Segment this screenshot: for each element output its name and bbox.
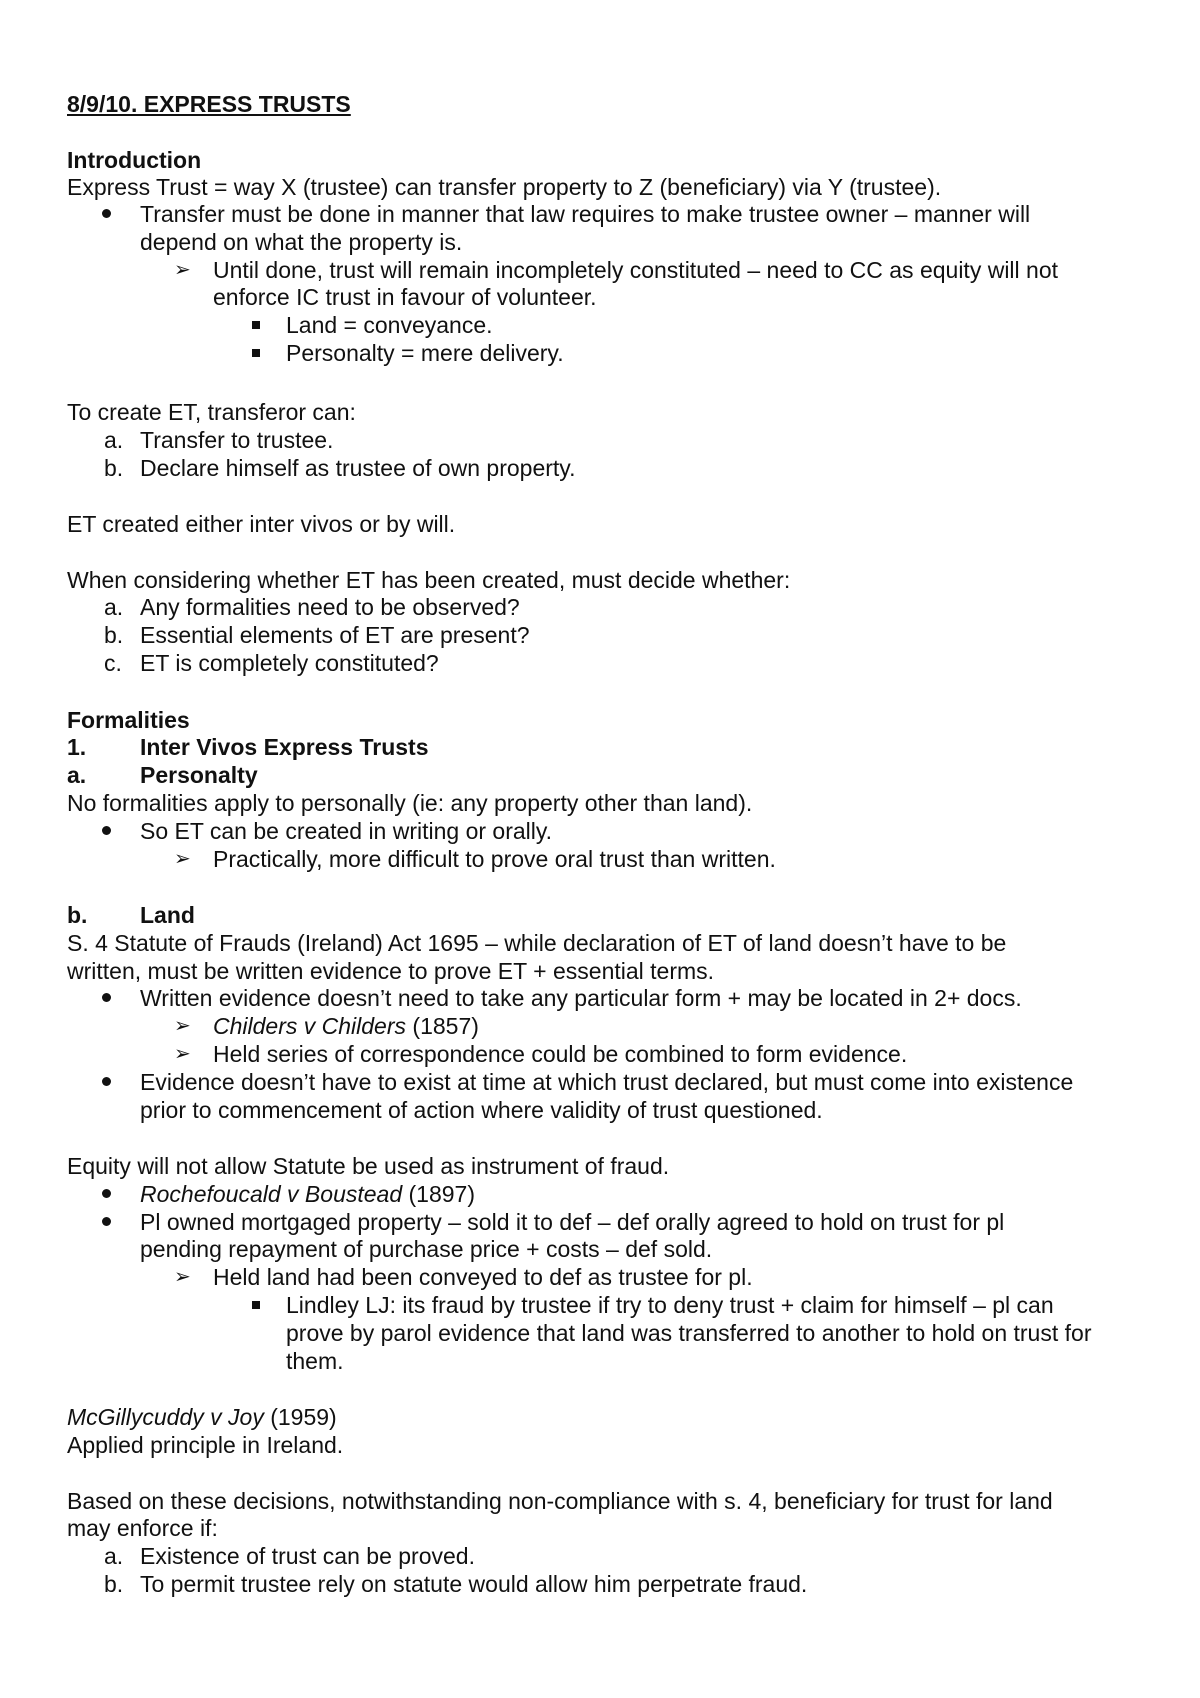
- personalty-text: No formalities apply to personally (ie: any property other than land).: [67, 790, 753, 816]
- create-lead: To create ET, transferor can:: [67, 399, 356, 425]
- formalities-heading: Formalities: [67, 707, 190, 733]
- list-marker: b.: [104, 455, 124, 481]
- arrow-bullet-icon: ➢: [174, 259, 191, 281]
- case-name: McGillycuddy v Joy: [67, 1404, 264, 1430]
- land-text-line1: S. 4 Statute of Frauds (Ireland) Act 1695 – while declaration of ET of land doesn’t have to be: [67, 930, 1007, 956]
- childers-case-line: [213, 1012, 479, 1040]
- inter-vivos-heading: Inter Vivos Express Trusts: [140, 734, 429, 760]
- personalty-bullet: So ET can be created in writing or orally.: [140, 818, 553, 844]
- arrow-bullet-icon: ➢: [174, 1266, 191, 1288]
- arrow-bullet-icon: ➢: [174, 848, 191, 870]
- square-bullet-icon: [252, 349, 260, 357]
- based-line1: Based on these decisions, notwithstanding non-compliance with s. 4, beneficiary for trust for land: [67, 1488, 1053, 1514]
- list-marker: b.: [104, 1571, 124, 1597]
- case-year: (1857): [406, 1013, 479, 1039]
- heading-number: 1.: [67, 734, 87, 760]
- bullet-icon: [102, 1217, 111, 1226]
- intro-heading: Introduction: [67, 147, 202, 173]
- bullet-icon: [102, 1077, 111, 1086]
- heading-letter: a.: [67, 762, 87, 788]
- created-by-text: ET created either inter vivos or by will.: [67, 511, 456, 537]
- intro-sq1: Land = conveyance.: [286, 312, 493, 338]
- list-marker: b.: [104, 622, 124, 648]
- bullet-icon: [102, 993, 111, 1002]
- lindley-line3: them.: [286, 1348, 344, 1374]
- fraud-sub: Held land had been conveyed to def as trustee for pl.: [213, 1264, 753, 1290]
- based-item-b: To permit trustee rely on statute would allow him perpetrate fraud.: [140, 1571, 808, 1597]
- consider-item-b: Essential elements of ET are present?: [140, 622, 530, 648]
- bullet-icon: [102, 209, 111, 218]
- lindley-line2: prove by parol evidence that land was transferred to another to hold on trust for: [286, 1320, 1092, 1346]
- bullet-icon: [102, 826, 111, 835]
- intro-definition: Express Trust = way X (trustee) can transfer property to Z (beneficiary) via Y (trustee).: [67, 174, 942, 200]
- intro-bullet1-line1: Transfer must be done in manner that law requires to make trustee owner – manner will: [140, 201, 1031, 227]
- consider-item-c: ET is completely constituted?: [140, 650, 439, 676]
- list-marker: a.: [104, 594, 124, 620]
- create-item-b: Declare himself as trustee of own property.: [140, 455, 576, 481]
- land-sub2: Held series of correspondence could be combined to form evidence.: [213, 1041, 908, 1067]
- rochefoucald-case-line: [140, 1180, 475, 1208]
- fraud-bullet2-line2: pending repayment of purchase price + costs – def sold.: [140, 1236, 713, 1262]
- list-marker: a.: [104, 427, 124, 453]
- bullet-icon: [102, 1189, 111, 1198]
- list-marker: c.: [104, 650, 122, 676]
- fraud-bullet2-line1: Pl owned mortgaged property – sold it to def – def orally agreed to hold on trust for pl: [140, 1209, 1005, 1235]
- mcgillycuddy-case-line: [67, 1403, 337, 1431]
- personalty-heading: Personalty: [140, 762, 258, 788]
- list-marker: a.: [104, 1543, 124, 1569]
- land-text-line2: written, must be written evidence to prove ET + essential terms.: [67, 958, 715, 984]
- case-year: (1959): [263, 1404, 337, 1430]
- case-name: Rochefoucald v Boustead: [140, 1181, 403, 1207]
- intro-sq2: Personalty = mere delivery.: [286, 340, 564, 366]
- intro-sub1-line2: enforce IC trust in favour of volunteer.: [213, 284, 597, 310]
- mcgillycuddy-text: Applied principle in Ireland.: [67, 1432, 344, 1458]
- case-year: (1897): [402, 1181, 475, 1207]
- land-heading: Land: [140, 902, 195, 928]
- arrow-bullet-icon: ➢: [174, 1015, 191, 1037]
- create-item-a: Transfer to trustee.: [140, 427, 334, 453]
- land-bullet2-line2: prior to commencement of action where validity of trust questioned.: [140, 1097, 823, 1123]
- land-bullet2-line1: Evidence doesn’t have to exist at time at which trust declared, but must come into existence: [140, 1069, 1074, 1095]
- square-bullet-icon: [252, 321, 260, 329]
- personalty-sub: Practically, more difficult to prove oral trust than written.: [213, 846, 776, 872]
- lindley-line1: Lindley LJ: its fraud by trustee if try to deny trust + claim for himself – pl can: [286, 1292, 1054, 1318]
- consider-item-a: Any formalities need to be observed?: [140, 594, 520, 620]
- intro-sub1-line1: Until done, trust will remain incompletely constituted – need to CC as equity will not: [213, 257, 1059, 283]
- land-bullet1: Written evidence doesn’t need to take any particular form + may be located in 2+ docs.: [140, 985, 1022, 1011]
- intro-bullet1-line2: depend on what the property is.: [140, 229, 463, 255]
- document-title: 8/9/10. EXPRESS TRUSTS: [67, 91, 351, 117]
- based-line2: may enforce if:: [67, 1515, 218, 1541]
- arrow-bullet-icon: ➢: [174, 1043, 191, 1065]
- based-item-a: Existence of trust can be proved.: [140, 1543, 475, 1569]
- heading-letter: b.: [67, 902, 88, 928]
- fraud-lead: Equity will not allow Statute be used as instrument of fraud.: [67, 1153, 670, 1179]
- square-bullet-icon: [252, 1301, 260, 1309]
- case-name: Childers v Childers: [213, 1013, 407, 1039]
- consider-lead: When considering whether ET has been created, must decide whether:: [67, 567, 791, 593]
